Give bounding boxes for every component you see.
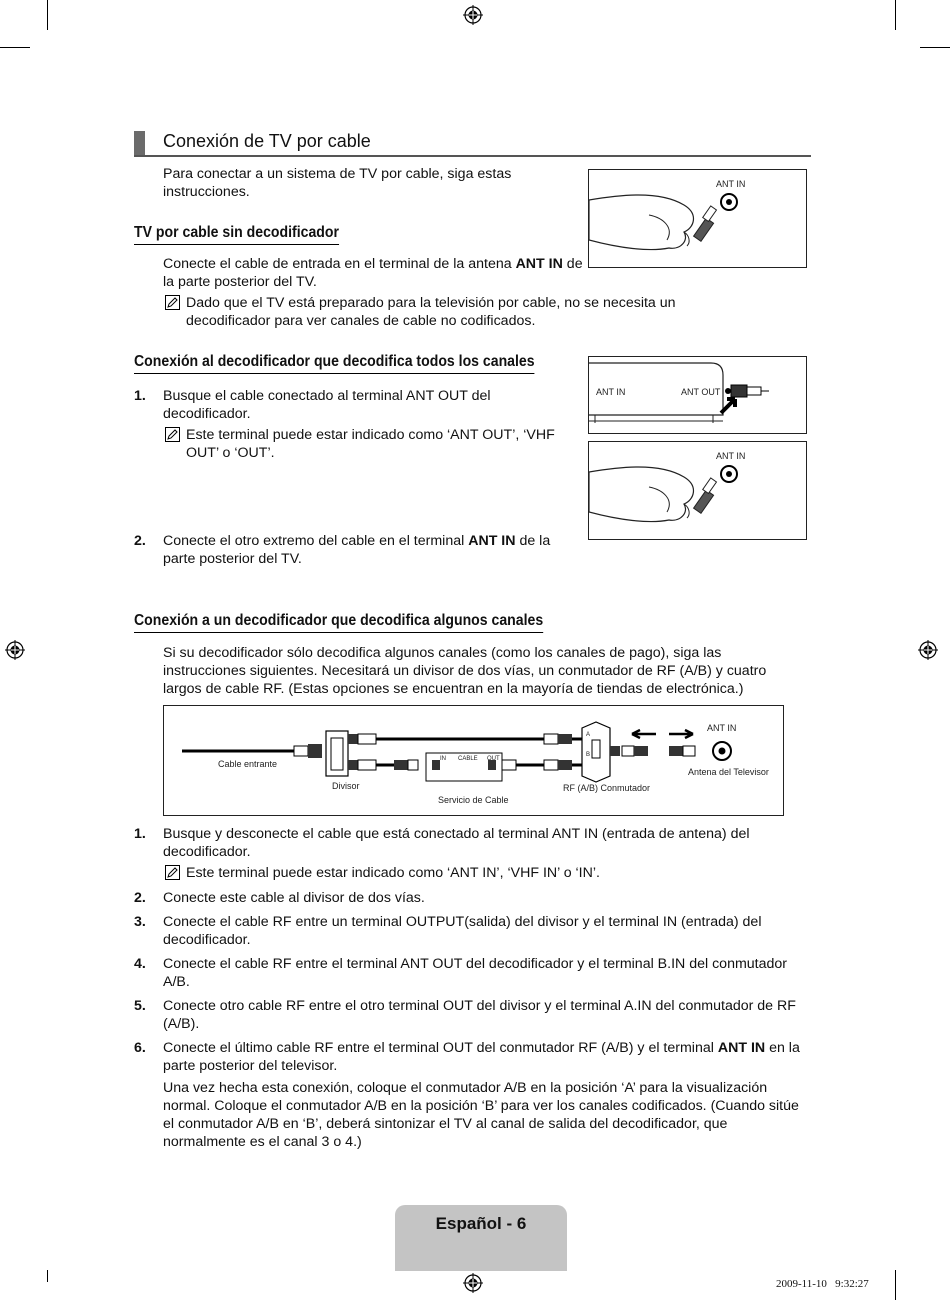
note-icon <box>165 295 180 310</box>
s3-step-text: Conecte el cable RF entre el terminal ANT OUT del decodificador y el terminal B.IN del conmutador A/B. <box>163 956 788 990</box>
s1-paragraph: Conecte el cable de entrada en el terminal de la antena ANT IN de la parte posterior del TV. <box>163 256 583 290</box>
diagram-box-cable: CABLE <box>458 756 478 762</box>
subsection-title-1: TV por cable sin decodificador <box>134 224 339 245</box>
crop-mark <box>895 1270 896 1300</box>
section-title-bar <box>134 131 145 156</box>
print-timestamp: 2009-11-10 9:32:27 <box>776 1278 869 1290</box>
s3-step6-extra: Una vez hecha esta conexión, coloque el conmutador A/B en la posición ‘A’ para la visualización normal. Coloque el conmutador A/B en la posición ‘B’ para ver los canales codificados. (Cuando sitúe el conmutador A/B en ‘B’, deberá sintonizar el TV al canal de salida del decodificador, que normalmente es el canal 3 o 4.) <box>163 1080 799 1150</box>
note-icon <box>165 427 180 442</box>
s2-step1-note: Este terminal puede estar indicado como ‘ANT OUT’, ‘VHF OUT’ o ‘OUT’. <box>186 427 555 461</box>
s2-step1: Busque el cable conectado al terminal ANT OUT del decodificador. <box>163 388 491 422</box>
figure-ant-in-2 <box>588 441 807 540</box>
diagram-box-out: OUT <box>487 756 500 762</box>
page-number: Español - 6 <box>435 1214 527 1233</box>
s3-step-number: 2. <box>134 890 146 906</box>
diagram-switch-a: A <box>586 732 591 738</box>
fig2-ant-out-label: ANT OUT <box>681 387 721 397</box>
s3-step-text: Conecte el cable RF entre un terminal OUTPUT(salida) del divisor y el terminal IN (entrada) del decodificador. <box>163 914 762 948</box>
crop-mark <box>47 0 48 30</box>
figure-decoder-ant-out <box>588 356 807 434</box>
s3-step-number: 5. <box>134 998 146 1014</box>
s3-step-text: Conecte otro cable RF entre el otro terminal OUT del divisor y el terminal A.IN del conmutador de RF (A/B). <box>163 998 796 1032</box>
s2-step2: Conecte el otro extremo del cable en el terminal ANT IN de la parte posterior del TV. <box>163 533 551 567</box>
note-icon <box>165 865 180 880</box>
subsection-title-2: Conexión al decodificador que decodifica todos los canales <box>134 353 535 374</box>
hand-icon <box>589 442 806 539</box>
crop-mark <box>0 47 30 48</box>
fig2-ant-in-label: ANT IN <box>596 387 626 397</box>
s3-step-text: Conecte este cable al divisor de dos vías. <box>163 890 425 906</box>
fig3-ant-in-label: ANT IN <box>716 451 746 461</box>
registration-mark-icon <box>463 1273 483 1293</box>
hand-icon <box>589 170 806 267</box>
section-title-rule <box>134 155 811 157</box>
diagram-divisor: Divisor <box>332 781 360 791</box>
figure-ant-in-1 <box>588 169 807 268</box>
s3-step-text: Busque y desconecte el cable que está conectado al terminal ANT IN (entrada de antena) del decodificador. <box>163 826 750 860</box>
diagram-ant-in: ANT IN <box>707 723 737 733</box>
s2-step2-number: 2. <box>134 533 146 549</box>
diagram-box-in: IN <box>440 756 446 762</box>
s3-step-number: 3. <box>134 914 146 930</box>
registration-mark-icon <box>5 640 25 660</box>
intro-text: Para conectar a un sistema de TV por cable, siga estas instrucciones. <box>163 166 512 200</box>
s3-intro: Si su decodificador sólo decodifica algunos canales (como los canales de pago), siga las instrucciones siguientes. Necesitará un divisor de dos vías, un conmutador de RF (A/B) y cuatro largos de cable RF. (Estas opciones se encuentran en la mayoría de tiendas de electrónica.) <box>163 645 767 697</box>
registration-mark-icon <box>918 640 938 660</box>
s3-step1-note: Este terminal puede estar indicado como ‘ANT IN’, ‘VHF IN’ o ‘IN’. <box>186 865 600 881</box>
page-number-tab <box>395 1205 567 1271</box>
fig1-ant-in-label: ANT IN <box>716 179 746 189</box>
s1-note: Dado que el TV está preparado para la televisión por cable, no se necesita un decodificador para ver canales de cable no codificados. <box>186 295 676 329</box>
s3-step-number: 1. <box>134 826 146 842</box>
section-title: Conexión de TV por cable <box>163 131 371 151</box>
diagram-cable-entrante: Cable entrante <box>218 759 278 769</box>
diagram-switch-label: RF (A/B) Conmutador <box>563 783 651 793</box>
s3-step-number: 4. <box>134 956 146 972</box>
diagram-servicio: Servicio de Cable <box>438 795 509 805</box>
diagram-antena: Antena del Televisor <box>688 767 769 777</box>
s3-step-number: 6. <box>134 1040 146 1056</box>
s2-step1-number: 1. <box>134 388 146 404</box>
subsection-title-3: Conexión a un decodificador que decodifica algunos canales <box>134 612 543 633</box>
crop-mark <box>47 1270 48 1282</box>
wiring-diagram <box>163 705 784 816</box>
registration-mark-icon <box>463 5 483 25</box>
diagram-switch-b: B <box>586 752 591 758</box>
crop-mark <box>920 47 950 48</box>
crop-mark <box>895 0 896 30</box>
s3-step6: Conecte el último cable RF entre el terminal OUT del conmutador RF (A/B) y el terminal ANT IN en la parte posterior del televisor. <box>163 1040 800 1074</box>
